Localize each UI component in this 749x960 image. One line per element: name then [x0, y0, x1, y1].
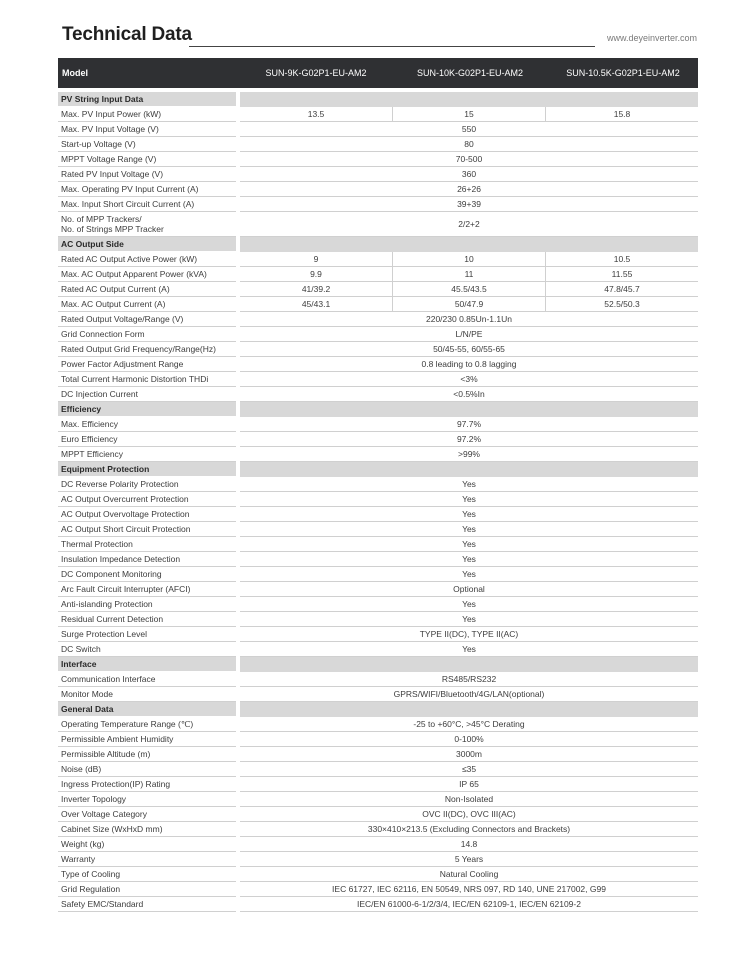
spec-value: 2/2+2 — [240, 212, 698, 237]
spec-row — [58, 882, 698, 897]
spec-value: 15.8 — [545, 107, 698, 122]
title-divider — [189, 46, 595, 47]
spec-value: 50/45-55, 60/55-65 — [240, 342, 698, 357]
spec-values — [240, 537, 698, 552]
section-header — [58, 237, 698, 252]
spec-value: Yes — [240, 477, 698, 492]
spec-values — [240, 372, 698, 387]
spec-row — [58, 122, 698, 137]
spec-value: IEC/EN 61000-6-1/2/3/4, IEC/EN 62109-1, IEC/EN 62109-2 — [240, 897, 698, 912]
spec-values — [240, 297, 698, 312]
spec-label: Power Factor Adjustment Range — [58, 357, 236, 372]
spec-values — [240, 137, 698, 152]
spec-value: Yes — [240, 642, 698, 657]
spec-row — [58, 717, 698, 732]
spec-label: Monitor Mode — [58, 687, 236, 702]
spec-row — [58, 747, 698, 762]
spec-row — [58, 357, 698, 372]
spec-value: 11 — [392, 267, 545, 282]
spec-row — [58, 777, 698, 792]
spec-value: 9 — [240, 252, 392, 267]
spec-values — [240, 212, 698, 237]
spec-label: Anti-islanding Protection — [58, 597, 236, 612]
spec-values — [240, 762, 698, 777]
spec-label: DC Injection Current — [58, 387, 236, 402]
spec-values — [240, 582, 698, 597]
spec-values — [240, 852, 698, 867]
spec-value: <3% — [240, 372, 698, 387]
spec-row — [58, 137, 698, 152]
spec-value: 5 Years — [240, 852, 698, 867]
spec-label: Ingress Protection(IP) Rating — [58, 777, 236, 792]
spec-label: Max. PV Input Voltage (V) — [58, 122, 236, 137]
spec-label: Start-up Voltage (V) — [58, 137, 236, 152]
spec-values — [240, 312, 698, 327]
spec-value: 97.7% — [240, 417, 698, 432]
spec-values — [240, 152, 698, 167]
spec-values — [240, 122, 698, 137]
spec-label: MPPT Efficiency — [58, 447, 236, 462]
spec-values — [240, 507, 698, 522]
spec-values — [240, 522, 698, 537]
spec-values — [240, 282, 698, 297]
spec-value: Yes — [240, 537, 698, 552]
spec-values — [240, 267, 698, 282]
section-title: Efficiency — [58, 402, 236, 417]
spec-row — [58, 792, 698, 807]
spec-row — [58, 582, 698, 597]
spec-row — [58, 897, 698, 912]
spec-values — [240, 777, 698, 792]
section-title: AC Output Side — [58, 237, 236, 252]
section-header — [58, 402, 698, 417]
header-model-3: SUN-10.5K-G02P1-EU-AM2 — [566, 68, 680, 78]
spec-value: 45.5/43.5 — [392, 282, 545, 297]
spec-value: 13.5 — [240, 107, 392, 122]
spec-values — [240, 342, 698, 357]
spec-label: Weight (kg) — [58, 837, 236, 852]
spec-table-header — [58, 58, 698, 88]
spec-values — [240, 462, 698, 477]
spec-label: AC Output Overvoltage Protection — [58, 507, 236, 522]
spec-values — [240, 612, 698, 627]
spec-value: RS485/RS232 — [240, 672, 698, 687]
spec-label: Safety EMC/Standard — [58, 897, 236, 912]
spec-values — [240, 107, 698, 122]
section-header — [58, 702, 698, 717]
spec-value: 330×410×213.5 (Excluding Connectors and Brackets) — [240, 822, 698, 837]
spec-values — [240, 357, 698, 372]
spec-row — [58, 212, 698, 237]
spec-label: Euro Efficiency — [58, 432, 236, 447]
spec-value: Yes — [240, 567, 698, 582]
spec-row — [58, 152, 698, 167]
spec-label: Max. AC Output Apparent Power (kVA) — [58, 267, 236, 282]
spec-value: -25 to +60°C, >45°C Derating — [240, 717, 698, 732]
spec-values — [240, 477, 698, 492]
spec-label: Operating Temperature Range (℃) — [58, 717, 236, 732]
section-title: Equipment Protection — [58, 462, 236, 477]
spec-row — [58, 762, 698, 777]
spec-label: Thermal Protection — [58, 537, 236, 552]
spec-label: AC Output Overcurrent Protection — [58, 492, 236, 507]
spec-value: 360 — [240, 167, 698, 182]
spec-values — [240, 182, 698, 197]
spec-row — [58, 492, 698, 507]
spec-label: Warranty — [58, 852, 236, 867]
spec-value: 52.5/50.3 — [545, 297, 698, 312]
spec-row — [58, 537, 698, 552]
spec-label: Max. AC Output Current (A) — [58, 297, 236, 312]
spec-values — [240, 642, 698, 657]
spec-values — [240, 597, 698, 612]
spec-value: 26+26 — [240, 182, 698, 197]
spec-table — [58, 92, 698, 912]
spec-value: Yes — [240, 507, 698, 522]
spec-value: 10.5 — [545, 252, 698, 267]
spec-label: Rated AC Output Active Power (kW) — [58, 252, 236, 267]
spec-label: Max. Efficiency — [58, 417, 236, 432]
spec-values — [240, 167, 698, 182]
spec-row — [58, 107, 698, 122]
spec-row — [58, 372, 698, 387]
spec-value: 0.8 leading to 0.8 lagging — [240, 357, 698, 372]
spec-values — [240, 627, 698, 642]
spec-row — [58, 507, 698, 522]
spec-value: 9.9 — [240, 267, 392, 282]
spec-values — [240, 807, 698, 822]
spec-values — [240, 822, 698, 837]
spec-value: 15 — [392, 107, 545, 122]
spec-value: Yes — [240, 522, 698, 537]
spec-value: 550 — [240, 122, 698, 137]
spec-values — [240, 447, 698, 462]
spec-value: 80 — [240, 137, 698, 152]
spec-values — [240, 672, 698, 687]
spec-label: MPPT Voltage Range (V) — [58, 152, 236, 167]
spec-values — [240, 402, 698, 417]
spec-values — [240, 92, 698, 107]
spec-label: Total Current Harmonic Distortion THDi — [58, 372, 236, 387]
spec-label: Rated AC Output Current (A) — [58, 282, 236, 297]
spec-row — [58, 522, 698, 537]
spec-values — [240, 237, 698, 252]
spec-values — [240, 552, 698, 567]
spec-value: Yes — [240, 612, 698, 627]
spec-value: TYPE II(DC), TYPE II(AC) — [240, 627, 698, 642]
spec-row — [58, 167, 698, 182]
spec-value: 41/39.2 — [240, 282, 392, 297]
spec-value: 14.8 — [240, 837, 698, 852]
spec-row — [58, 282, 698, 297]
spec-label: AC Output Short Circuit Protection — [58, 522, 236, 537]
spec-value: 39+39 — [240, 197, 698, 212]
spec-value: 45/43.1 — [240, 297, 392, 312]
spec-value: Yes — [240, 597, 698, 612]
spec-value: 3000m — [240, 747, 698, 762]
spec-row — [58, 477, 698, 492]
spec-value: 10 — [392, 252, 545, 267]
spec-values — [240, 702, 698, 717]
spec-values — [240, 327, 698, 342]
spec-label: Surge Protection Level — [58, 627, 236, 642]
spec-value: IP 65 — [240, 777, 698, 792]
spec-values — [240, 882, 698, 897]
spec-value: >99% — [240, 447, 698, 462]
spec-value: IEC 61727, IEC 62116, EN 50549, NRS 097, RD 140, UNE 217002, G99 — [240, 882, 698, 897]
spec-value: Yes — [240, 552, 698, 567]
spec-label: Type of Cooling — [58, 867, 236, 882]
website-url: www.deyeinverter.com — [606, 33, 697, 43]
spec-value: GPRS/WIFI/Bluetooth/4G/LAN(optional) — [240, 687, 698, 702]
spec-values — [240, 197, 698, 212]
spec-label: Permissible Altitude (m) — [58, 747, 236, 762]
spec-label: Max. Operating PV Input Current (A) — [58, 182, 236, 197]
spec-value: <0.5%In — [240, 387, 698, 402]
spec-value: Yes — [240, 492, 698, 507]
spec-label: Rated PV Input Voltage (V) — [58, 167, 236, 182]
spec-row — [58, 197, 698, 212]
spec-value: L/N/PE — [240, 327, 698, 342]
spec-row — [58, 327, 698, 342]
spec-row — [58, 567, 698, 582]
spec-label: Rated Output Grid Frequency/Range(Hz) — [58, 342, 236, 357]
spec-row — [58, 672, 698, 687]
spec-values — [240, 792, 698, 807]
spec-values — [240, 897, 698, 912]
spec-label: Grid Connection Form — [58, 327, 236, 342]
spec-values — [240, 387, 698, 402]
spec-values — [240, 747, 698, 762]
spec-row — [58, 297, 698, 312]
spec-row — [58, 612, 698, 627]
spec-row — [58, 552, 698, 567]
spec-label: Inverter Topology — [58, 792, 236, 807]
spec-value: ≤35 — [240, 762, 698, 777]
spec-row — [58, 417, 698, 432]
section-title: General Data — [58, 702, 236, 717]
spec-row — [58, 252, 698, 267]
spec-value: 220/230 0.85Un-1.1Un — [240, 312, 698, 327]
spec-label: Insulation Impedance Detection — [58, 552, 236, 567]
spec-value: OVC II(DC), OVC III(AC) — [240, 807, 698, 822]
spec-label: Over Voltage Category — [58, 807, 236, 822]
spec-row — [58, 432, 698, 447]
spec-row — [58, 597, 698, 612]
spec-label: DC Component Monitoring — [58, 567, 236, 582]
spec-label: Residual Current Detection — [58, 612, 236, 627]
spec-label: DC Switch — [58, 642, 236, 657]
spec-row — [58, 852, 698, 867]
spec-values — [240, 432, 698, 447]
spec-row — [58, 312, 698, 327]
spec-label: Arc Fault Circuit Interrupter (AFCI) — [58, 582, 236, 597]
spec-row — [58, 642, 698, 657]
spec-label: Cabinet Size (WxHxD mm) — [58, 822, 236, 837]
section-title: Interface — [58, 657, 236, 672]
section-header — [58, 462, 698, 477]
spec-values — [240, 867, 698, 882]
spec-value: Optional — [240, 582, 698, 597]
header-model-2: SUN-10K-G02P1-EU-AM2 — [416, 68, 524, 78]
spec-value: 0-100% — [240, 732, 698, 747]
spec-values — [240, 252, 698, 267]
header-model-1: SUN-9K-G02P1-EU-AM2 — [265, 68, 367, 78]
spec-values — [240, 687, 698, 702]
spec-row — [58, 182, 698, 197]
spec-row — [58, 387, 698, 402]
spec-value: 11.55 — [545, 267, 698, 282]
spec-value: 97.2% — [240, 432, 698, 447]
spec-label: Grid Regulation — [58, 882, 236, 897]
spec-values — [240, 657, 698, 672]
spec-value: Natural Cooling — [240, 867, 698, 882]
spec-label: Max. PV Input Power (kW) — [58, 107, 236, 122]
spec-row — [58, 807, 698, 822]
spec-values — [240, 732, 698, 747]
spec-row — [58, 822, 698, 837]
spec-row — [58, 732, 698, 747]
spec-label: DC Reverse Polarity Protection — [58, 477, 236, 492]
spec-row — [58, 687, 698, 702]
spec-label: Noise (dB) — [58, 762, 236, 777]
spec-row — [58, 837, 698, 852]
spec-values — [240, 567, 698, 582]
page-title: Technical Data — [62, 24, 192, 45]
spec-row — [58, 627, 698, 642]
spec-values — [240, 717, 698, 732]
spec-label: Permissible Ambient Humidity — [58, 732, 236, 747]
spec-row — [58, 267, 698, 282]
spec-value: 50/47.9 — [392, 297, 545, 312]
header-model-label: Model — [62, 68, 88, 78]
spec-values — [240, 492, 698, 507]
spec-label: Rated Output Voltage/Range (V) — [58, 312, 236, 327]
spec-value: Non-Isolated — [240, 792, 698, 807]
section-title: PV String Input Data — [58, 92, 236, 107]
section-header — [58, 657, 698, 672]
spec-row — [58, 447, 698, 462]
spec-row — [58, 342, 698, 357]
spec-label: No. of MPP Trackers/ No. of Strings MPP Tracker — [58, 212, 236, 237]
spec-label: Max. Input Short Circuit Current (A) — [58, 197, 236, 212]
spec-values — [240, 417, 698, 432]
spec-value: 70-500 — [240, 152, 698, 167]
spec-values — [240, 837, 698, 852]
spec-label: Communication Interface — [58, 672, 236, 687]
section-header — [58, 92, 698, 107]
spec-value: 47.8/45.7 — [545, 282, 698, 297]
spec-row — [58, 867, 698, 882]
